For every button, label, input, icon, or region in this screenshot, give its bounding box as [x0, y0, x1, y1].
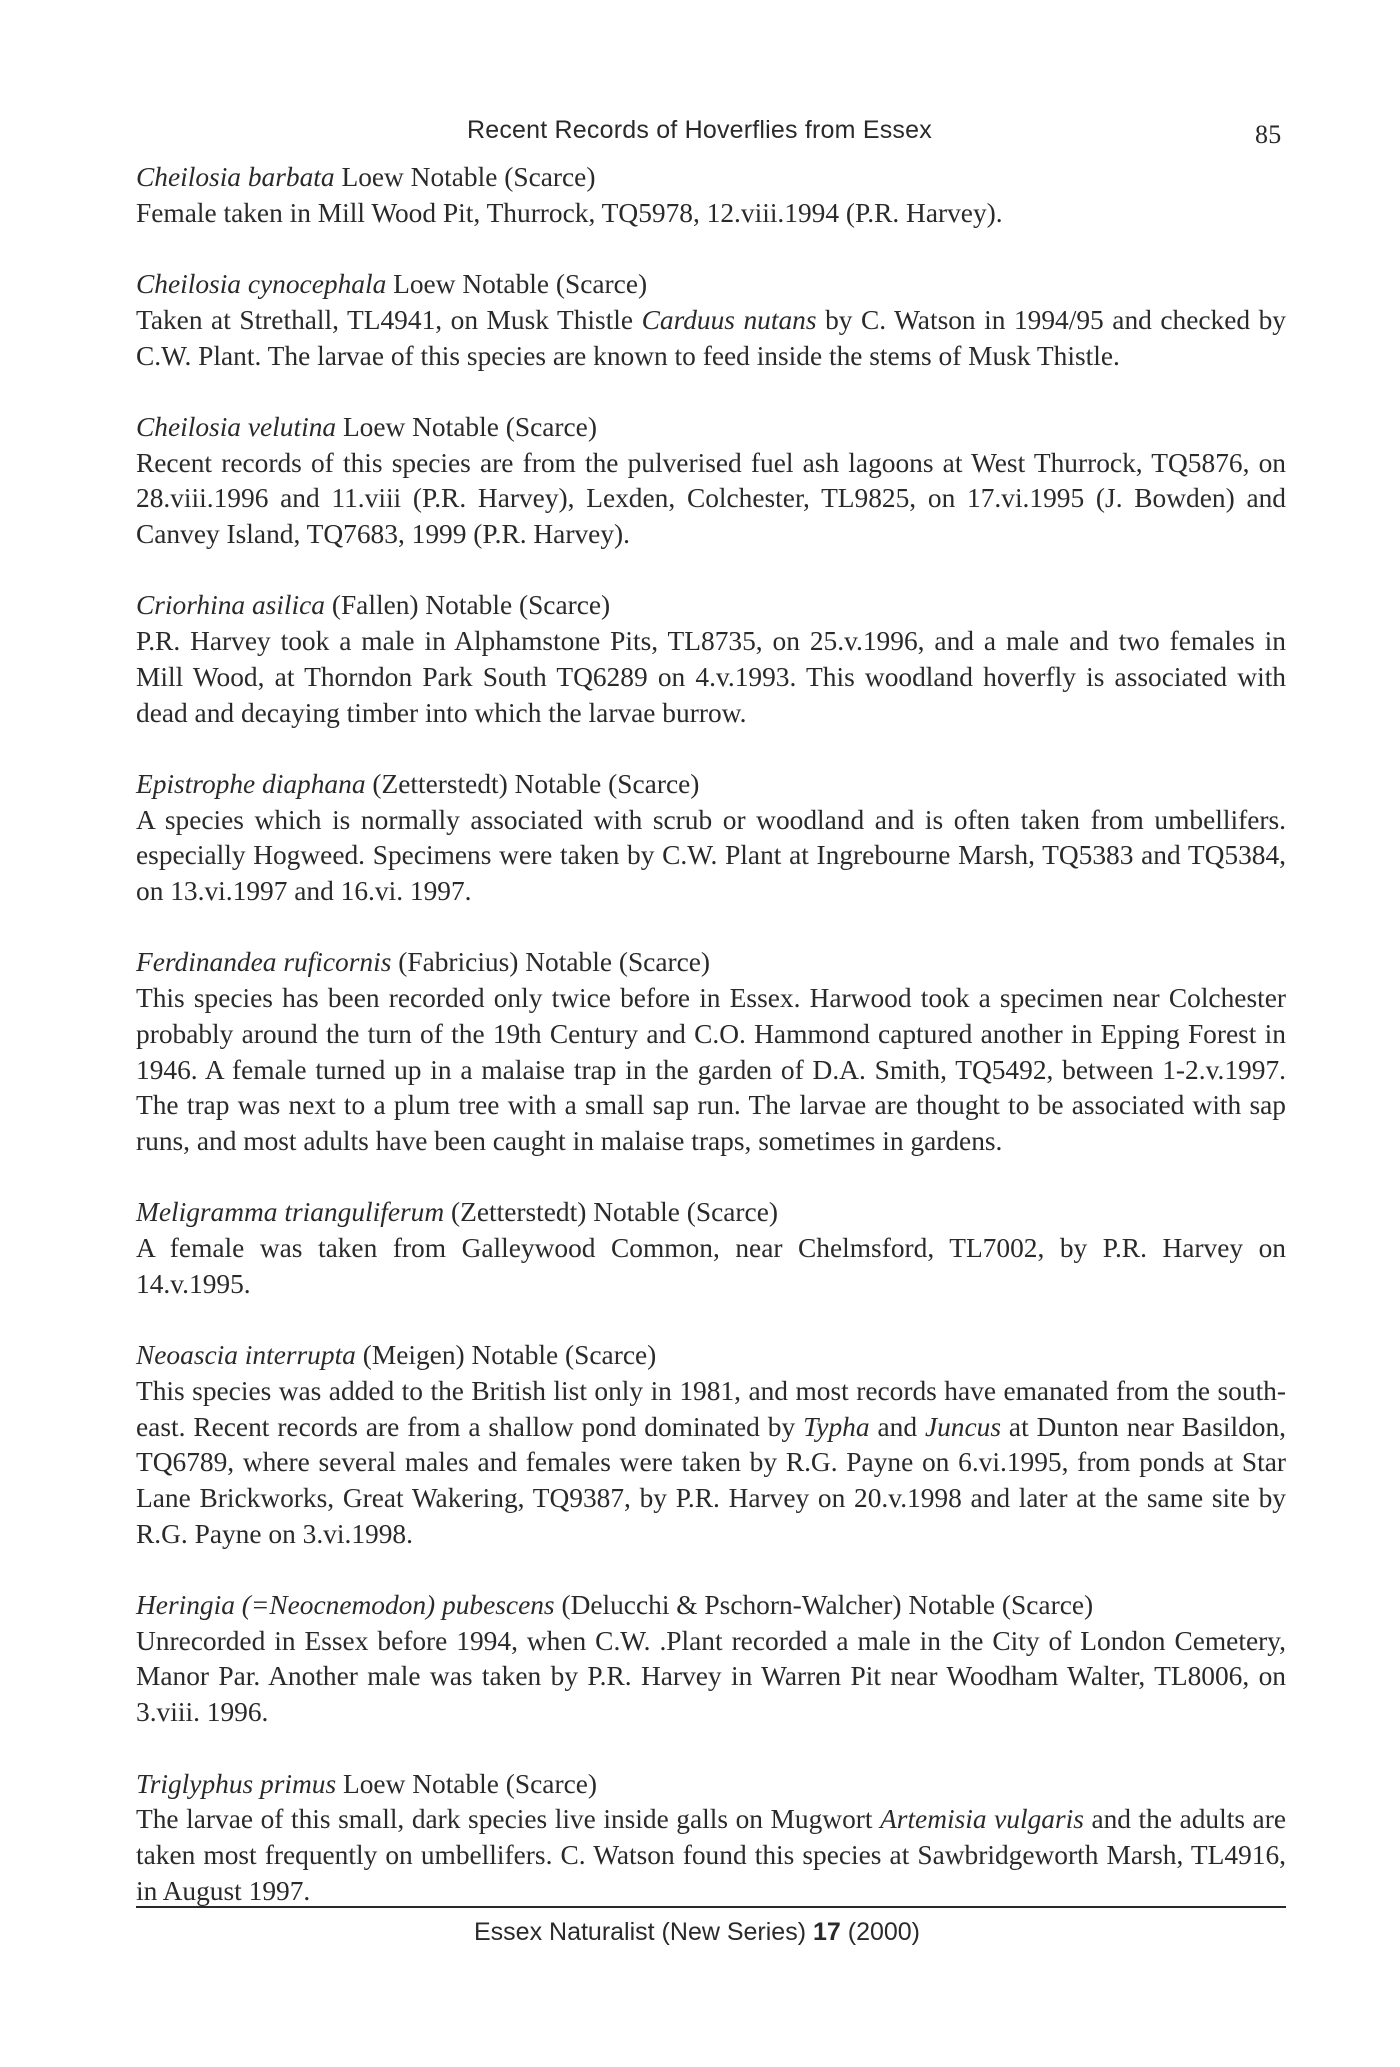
- species-record: [136, 196, 1286, 232]
- species-record: [136, 1374, 1286, 1553]
- species-entry: [136, 410, 1286, 553]
- species-record: [136, 803, 1286, 910]
- species-heading: [136, 945, 1286, 981]
- conservation-status: Notable (Scarce): [471, 1340, 657, 1371]
- species-name: Criorhina asilica: [136, 590, 325, 621]
- species-entry: [136, 267, 1286, 374]
- record-text: A species which is normally associated with scrub or woodland and is often taken from umbellifers. especially Hogweed. Specimens were taken by C.W. Plant at Ingrebourne Marsh, TQ5383 and TQ5384, on 13.vi.1997 and 16.vi. 1997.: [136, 804, 1286, 906]
- species-name: Neoascia interrupta: [136, 1340, 356, 1371]
- species-entry: [136, 1588, 1286, 1731]
- species-author: (Fabricius): [391, 947, 526, 978]
- footer-divider: [136, 1906, 1286, 1908]
- plant-name: Artemisia vulgaris: [880, 1804, 1084, 1835]
- species-author: Loew: [334, 162, 411, 192]
- species-record: [136, 303, 1286, 374]
- species-name: Triglyphus primus: [136, 1768, 337, 1799]
- species-record: [136, 446, 1286, 553]
- record-text: Taken at Strethall, TL4941, on Musk Thistle: [136, 304, 642, 335]
- species-record: [136, 1624, 1286, 1731]
- species-name: Heringia (=Neocnemodon) pubescens: [136, 1590, 555, 1620]
- running-title: Recent Records of Hoverflies from Essex: [467, 116, 932, 144]
- conservation-status: Notable (Scarce): [462, 269, 648, 300]
- species-heading: [136, 1338, 1286, 1374]
- species-heading: [136, 1588, 1286, 1624]
- species-author: (Delucchi & Pschorn-Walcher): [554, 1590, 909, 1620]
- conservation-status: Notable (Scarce): [410, 162, 596, 192]
- conservation-status: Notable (Scarce): [412, 1768, 597, 1799]
- species-name: Ferdinandea ruficornis: [136, 947, 392, 978]
- species-name: Cheilosia cynocephala: [136, 269, 387, 300]
- record-text: A female was taken from Galleywood Common, near Chelmsford, TL7002, by P.R. Harvey on 14.v.1995.: [136, 1233, 1286, 1299]
- species-name: Cheilosia velutina: [136, 411, 337, 442]
- plant-name: Juncus: [924, 1411, 1002, 1442]
- record-text: Unrecorded in Essex before 1994, when C.W. .Plant recorded a male in the City of London Cemetery, Manor Par. Another male was taken by P.R. Harvey in Warren Pit near Woodham Walter, TL8006, on 3.viii. 1996.: [136, 1625, 1286, 1728]
- species-heading: [136, 410, 1286, 446]
- record-text: The larvae of this small, dark species live inside galls on Mugwort: [136, 1804, 881, 1835]
- species-name: Epistrophe diaphana: [136, 768, 366, 799]
- species-record: [136, 981, 1286, 1160]
- journal-name: Essex Naturalist (New Series): [474, 1918, 813, 1946]
- species-entry: [136, 1338, 1286, 1552]
- species-heading: [136, 588, 1286, 624]
- publication-year: (2000): [840, 1918, 921, 1946]
- species-entry: [136, 588, 1286, 731]
- plant-name: Typha: [803, 1411, 870, 1442]
- species-record: [136, 1802, 1286, 1909]
- species-author: Loew: [336, 1768, 413, 1799]
- conservation-status: Notable (Scarce): [412, 411, 597, 442]
- record-text: by C. Watson in 1994/95 and checked by C.W. Plant. The larvae of this species are known to feed inside the stems of Musk Thistle.: [136, 304, 1286, 371]
- species-heading: [136, 1195, 1286, 1231]
- article-body: [136, 160, 1286, 1945]
- species-entry: [136, 767, 1286, 910]
- species-heading: [136, 1767, 1286, 1803]
- record-text: This species was added to the British list only in 1981, and most records have emanated from the south-east. Recent records are from a shallow pond dominated by: [136, 1375, 1286, 1442]
- conservation-status: Notable (Scarce): [514, 768, 700, 799]
- species-heading: [136, 767, 1286, 803]
- plant-name: Carduus nutans: [641, 304, 817, 335]
- species-entry: [136, 160, 1286, 231]
- species-heading: [136, 160, 1286, 196]
- species-entry: [136, 1195, 1286, 1302]
- species-record: [136, 1231, 1286, 1302]
- species-author: (Zetterstedt): [365, 768, 515, 799]
- species-entry: [136, 945, 1286, 1159]
- conservation-status: Notable (Scarce): [593, 1197, 778, 1228]
- species-name: Meligramma trianguliferum: [136, 1197, 445, 1228]
- conservation-status: Notable (Scarce): [525, 947, 711, 978]
- record-text: at Dunton near Basildon, TQ6789, where several males and females were taken by R.G. Payne on 6.vi.1995, from ponds at Star Lane Brickworks, Great Wakering, TQ9387, by P.R. Harvey on 20.v.1998 and later at the same site by R.G. Payne on 3.vi.1998.: [136, 1411, 1286, 1549]
- record-text: and the adults are taken most frequently on umbellifers. C. Watson found this species at Sawbridgeworth Marsh, TL4916, in August 1997.: [136, 1804, 1286, 1906]
- species-record: [136, 624, 1286, 731]
- species-name: Cheilosia barbata: [136, 162, 335, 192]
- species-author: (Meigen): [355, 1340, 472, 1371]
- record-text: This species has been recorded only twice before in Essex. Harwood took a specimen near Colchester probably around the turn of the 19th Century and C.O. Hammond captured another in Epping Forest in 1946. A female turned up in a malaise trap in the garden of D.A. Smith, TQ5492, between 1-2.v.1997. The trap was next to a plum tree with a small sap run. The larvae are thought to be associated with sap runs, and most adults have been caught in malaise traps, sometimes in gardens.: [136, 983, 1286, 1156]
- species-heading: [136, 267, 1286, 303]
- conservation-status: Notable (Scarce): [425, 590, 611, 621]
- species-author: (Fallen): [324, 590, 426, 621]
- record-text: P.R. Harvey took a male in Alphamstone Pits, TL8735, on 25.v.1996, and a male and two females in Mill Wood, at Thorndon Park South TQ6289 on 4.v.1993. This woodland hoverfly is associated with dead and decaying timber into which the larvae burrow.: [136, 626, 1286, 728]
- conservation-status: Notable (Scarce): [908, 1590, 1094, 1620]
- species-entry: [136, 1767, 1286, 1910]
- journal-citation: [474, 1918, 920, 1947]
- volume-number: 17: [812, 1918, 841, 1946]
- record-text: Female taken in Mill Wood Pit, Thurrock, TQ5978, 12.viii.1994 (P.R. Harvey).: [136, 197, 1003, 228]
- record-text: Recent records of this species are from the pulverised fuel ash lagoons at West Thurrock, TQ5876, on 28.viii.1996 and 11.viii (P.R. Harvey), Lexden, Colchester, TL9825, on 17.vi.1995 (J. Bowden) and Canvey Island, TQ7683, 1999 (P.R. Harvey).: [136, 447, 1286, 549]
- page-number: 85: [1255, 120, 1282, 149]
- record-text: and: [869, 1411, 925, 1442]
- species-author: Loew: [386, 269, 463, 300]
- species-author: Loew: [336, 411, 413, 442]
- species-author: (Zetterstedt): [444, 1197, 594, 1228]
